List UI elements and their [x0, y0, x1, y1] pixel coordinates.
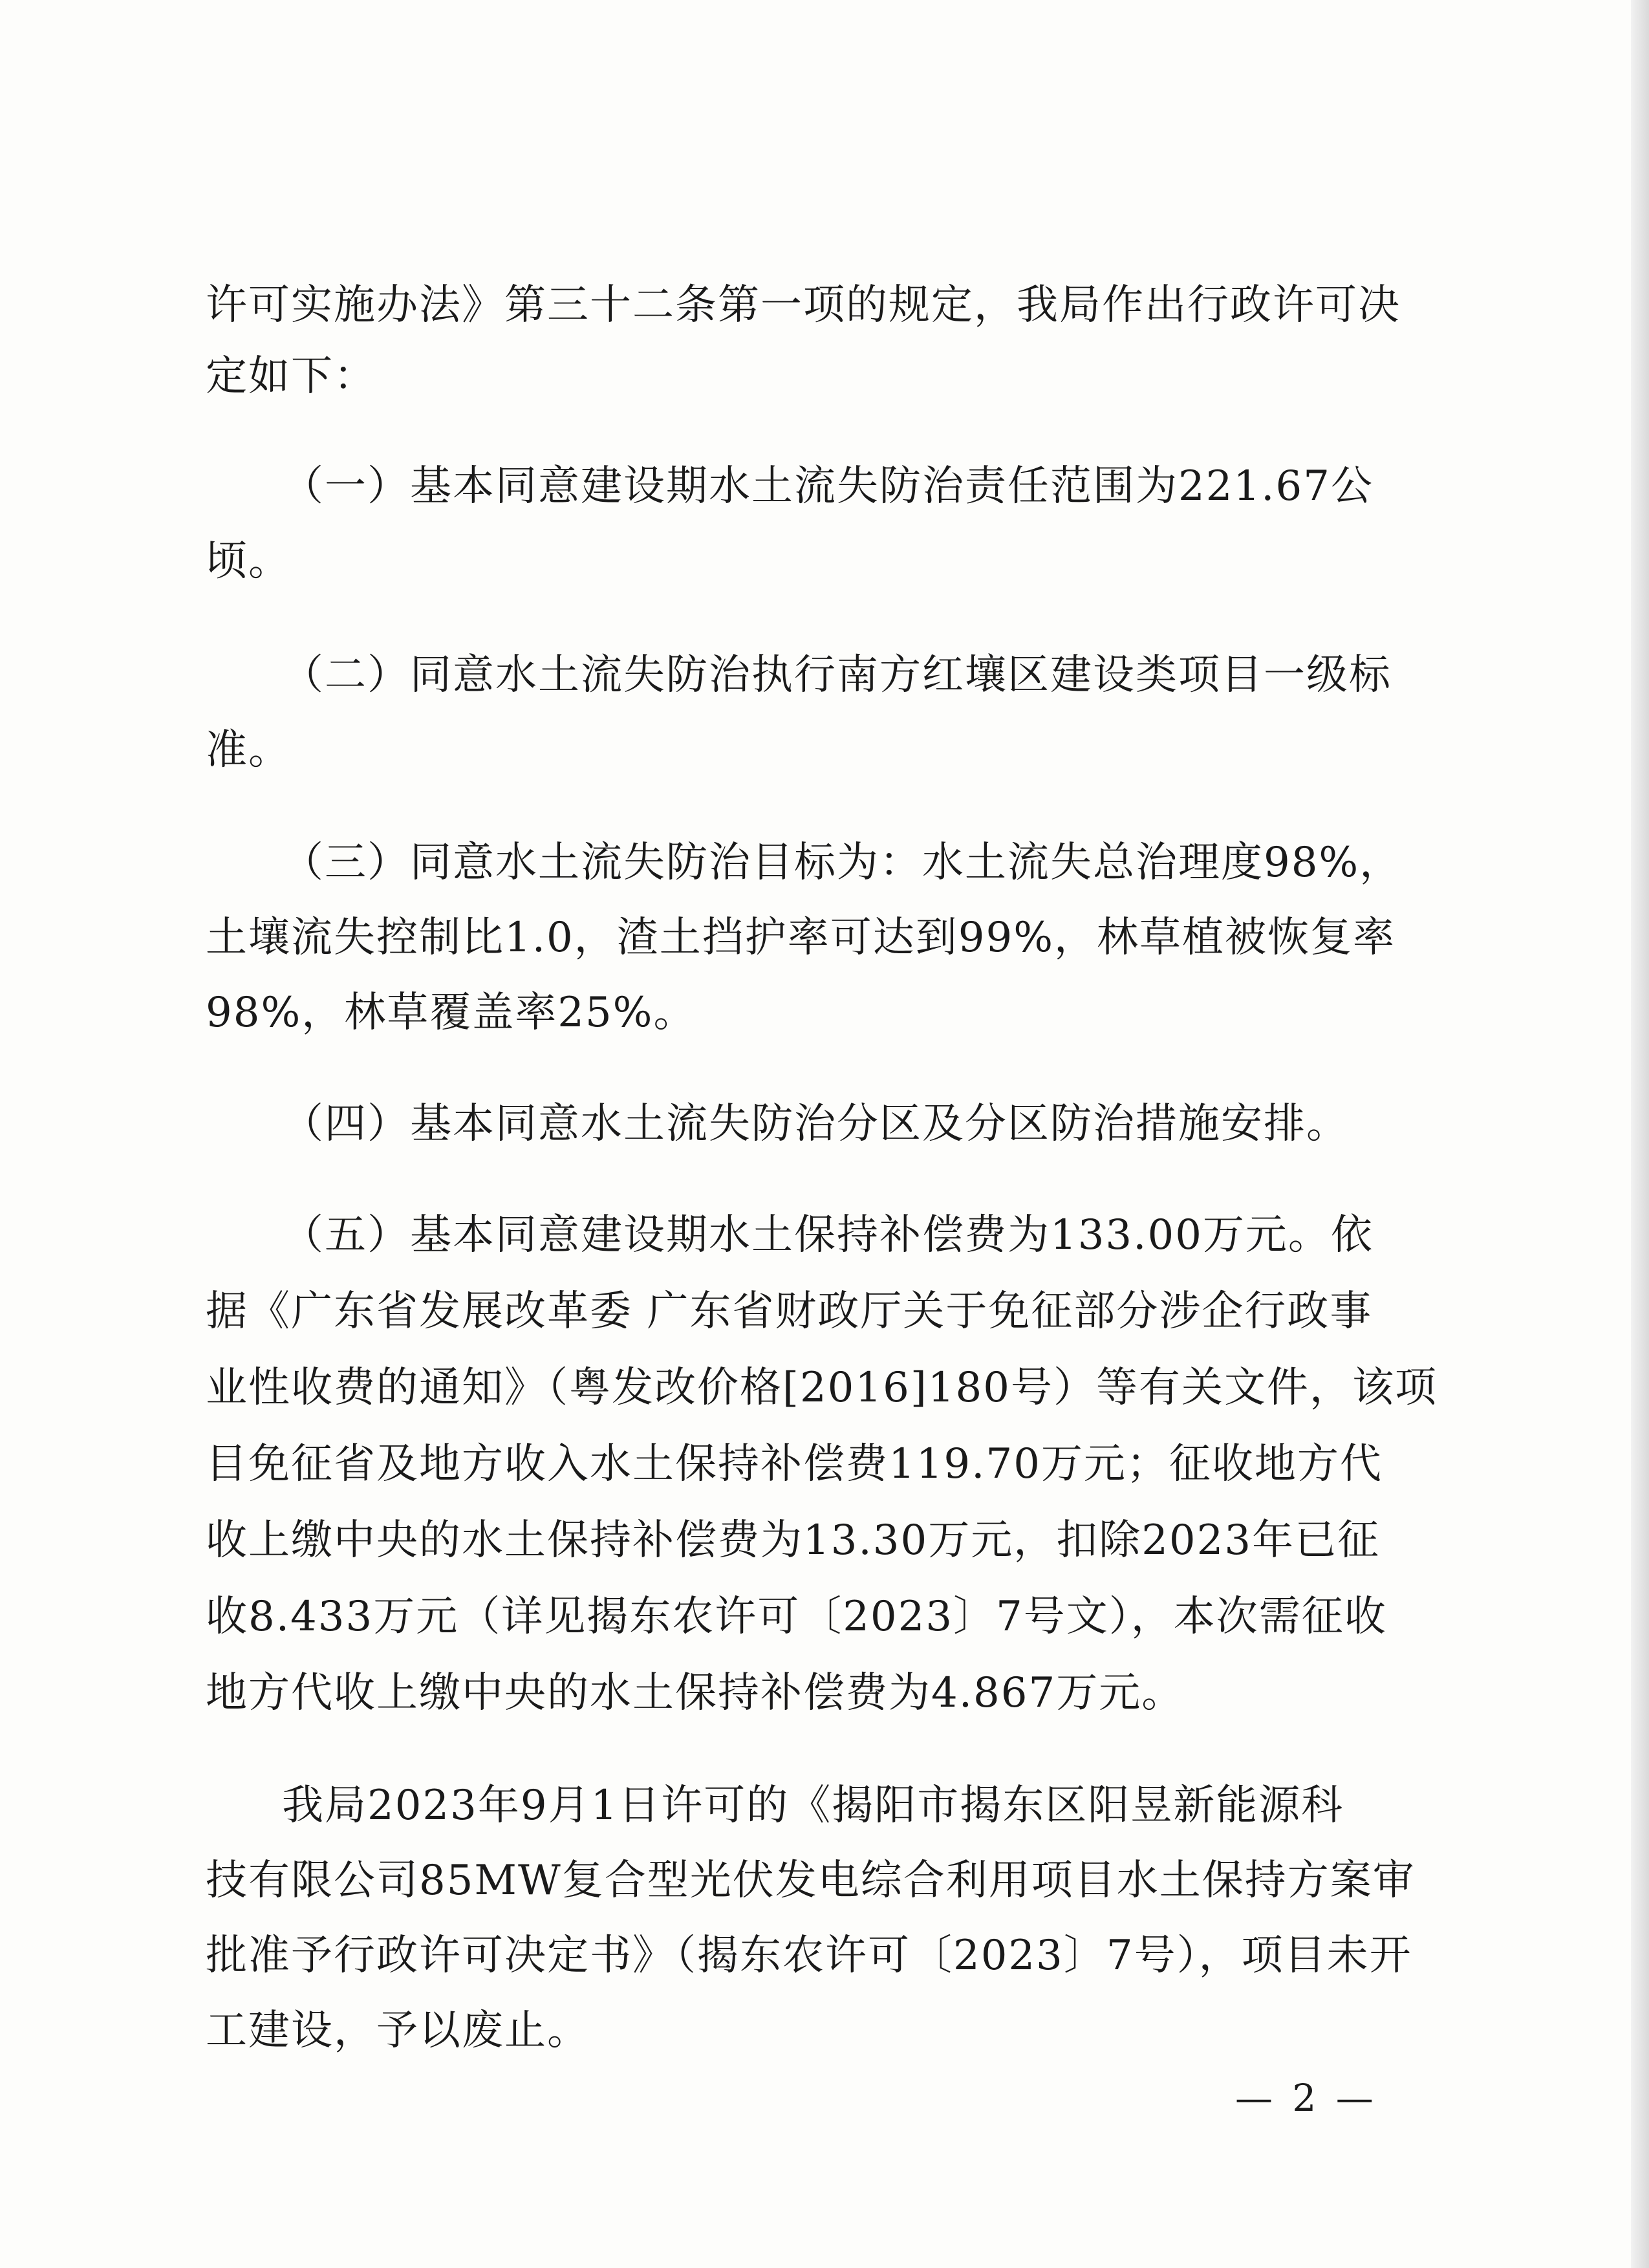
paragraph-5-line-5: 收上缴中央的水土保持补偿费为13.30万元，扣除2023年已征: [206, 1517, 1381, 1564]
paragraph-4-line-1: （四）基本同意水土流失防治分区及分区防治措施安排。: [282, 1100, 1349, 1148]
paragraph-5-line-1: （五）基本同意建设期水土保持补偿费为133.00万元。依: [282, 1211, 1374, 1259]
document-body: [206, 281, 1438, 2176]
paragraph-5-line-6: 收8.433万元（详见揭东农许可〔2023〕7号文），本次需征收: [206, 1593, 1387, 1641]
paragraph-6-line-1: 我局2023年9月1日许可的《揭阳市揭东区阳昱新能源科: [282, 1782, 1344, 1830]
page-edge-shadow: [1631, 0, 1649, 2268]
paragraph-6-line-2: 技有限公司85MW复合型光伏发电综合利用项目水土保持方案审: [206, 1857, 1416, 1905]
paragraph-6-line-4: 工建设，予以废止。: [206, 2007, 590, 2055]
body-line-2: 定如下：: [206, 352, 376, 400]
paragraph-2-line-2: 准。: [206, 726, 291, 774]
body-line-1: 许可实施办法》第三十二条第一项的规定，我局作出行政许可决: [206, 281, 1401, 329]
page-number: — 2 —: [1235, 2076, 1377, 2120]
paragraph-5-line-4: 目免征省及地方收入水土保持补偿费119.70万元；征收地方代: [206, 1440, 1383, 1488]
paragraph-3-line-2: 土壤流失控制比1.0，渣土挡护率可达到99%，林草植被恢复率: [206, 914, 1396, 962]
paragraph-5-line-7: 地方代收上缴中央的水土保持补偿费为4.867万元。: [206, 1669, 1185, 1717]
paragraph-5-line-2: 据《广东省发展改革委 广东省财政厅关于免征部分涉企行政事: [206, 1288, 1373, 1335]
paragraph-1-line-1: （一）基本同意建设期水土流失防治责任范围为221.67公: [282, 462, 1374, 510]
paragraph-1-line-2: 顷。: [206, 537, 291, 585]
paragraph-3-line-1: （三）同意水土流失防治目标为：水土流失总治理度98%，: [282, 839, 1403, 887]
paragraph-5-line-3: 业性收费的通知》（粤发改价格[2016]180号）等有关文件，该项: [206, 1364, 1438, 1412]
paragraph-2-line-1: （二）同意水土流失防治执行南方红壤区建设类项目一级标: [282, 651, 1392, 699]
paragraph-6-line-3: 批准予行政许可决定书》（揭东农许可〔2023〕7号），项目未开: [206, 1932, 1412, 1980]
paragraph-3-line-3: 98%，林草覆盖率25%。: [206, 989, 696, 1037]
